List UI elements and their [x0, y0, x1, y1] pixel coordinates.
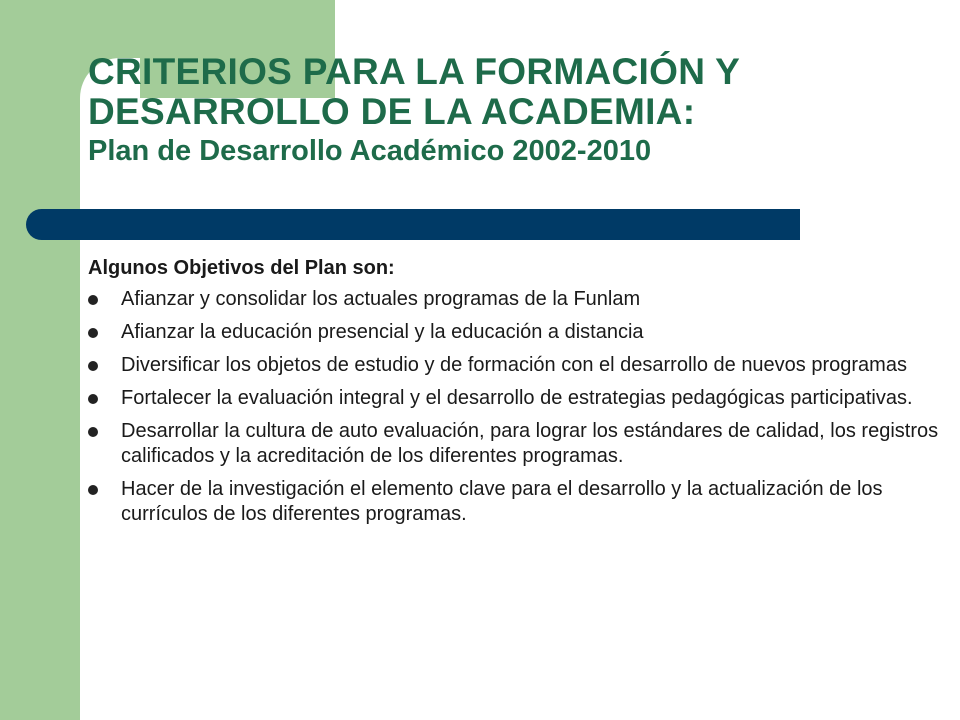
slide-title-line-1: CRITERIOS PARA LA FORMACIÓN Y: [88, 51, 741, 92]
bullet-dot-icon: [88, 394, 98, 404]
bullet-dot-icon: [88, 361, 98, 371]
objective-text: Afianzar la educación presencial y la educación a distancia: [121, 321, 644, 343]
slide-title-block: [88, 52, 928, 170]
objective-text: Fortalecer la evaluación integral y el desarrollo de estrategias pedagógicas participativas.: [121, 387, 913, 409]
slide-subtitle: Plan de Desarrollo Académico 2002-2010: [88, 135, 652, 167]
objective-text: Afianzar y consolidar los actuales programas de la Funlam: [121, 288, 641, 310]
bullet-dot-icon: [88, 427, 98, 437]
bullet-dot-icon: [88, 295, 98, 305]
objectives-intro: Algunos Objetivos del Plan son:: [88, 257, 395, 279]
objective-item: [88, 477, 948, 527]
objective-text: Diversificar los objetos de estudio y de formación con el desarrollo de nuevos programas: [121, 354, 907, 376]
bullet-dot-icon: [88, 485, 98, 495]
bullet-dot-icon: [88, 328, 98, 338]
objective-item: [88, 353, 948, 378]
left-green-stripe: [0, 0, 80, 720]
blue-divider-bar: [26, 209, 800, 240]
objective-text: Desarrollar la cultura de auto evaluación, para lograr los estándares de calidad, los registros calificados y la acreditación de los diferentes programas.: [121, 420, 939, 467]
objective-item: [88, 419, 948, 469]
slide-content: [88, 253, 948, 535]
slide-title-line-2: DESARROLLO DE LA ACADEMIA:: [88, 91, 696, 132]
objective-item: [88, 386, 948, 411]
objective-item: [88, 287, 948, 312]
objective-text: Hacer de la investigación el elemento clave para el desarrollo y la actualización de los currículos de los diferentes programas.: [121, 478, 883, 525]
objectives-list: [88, 287, 948, 527]
objective-item: [88, 320, 948, 345]
